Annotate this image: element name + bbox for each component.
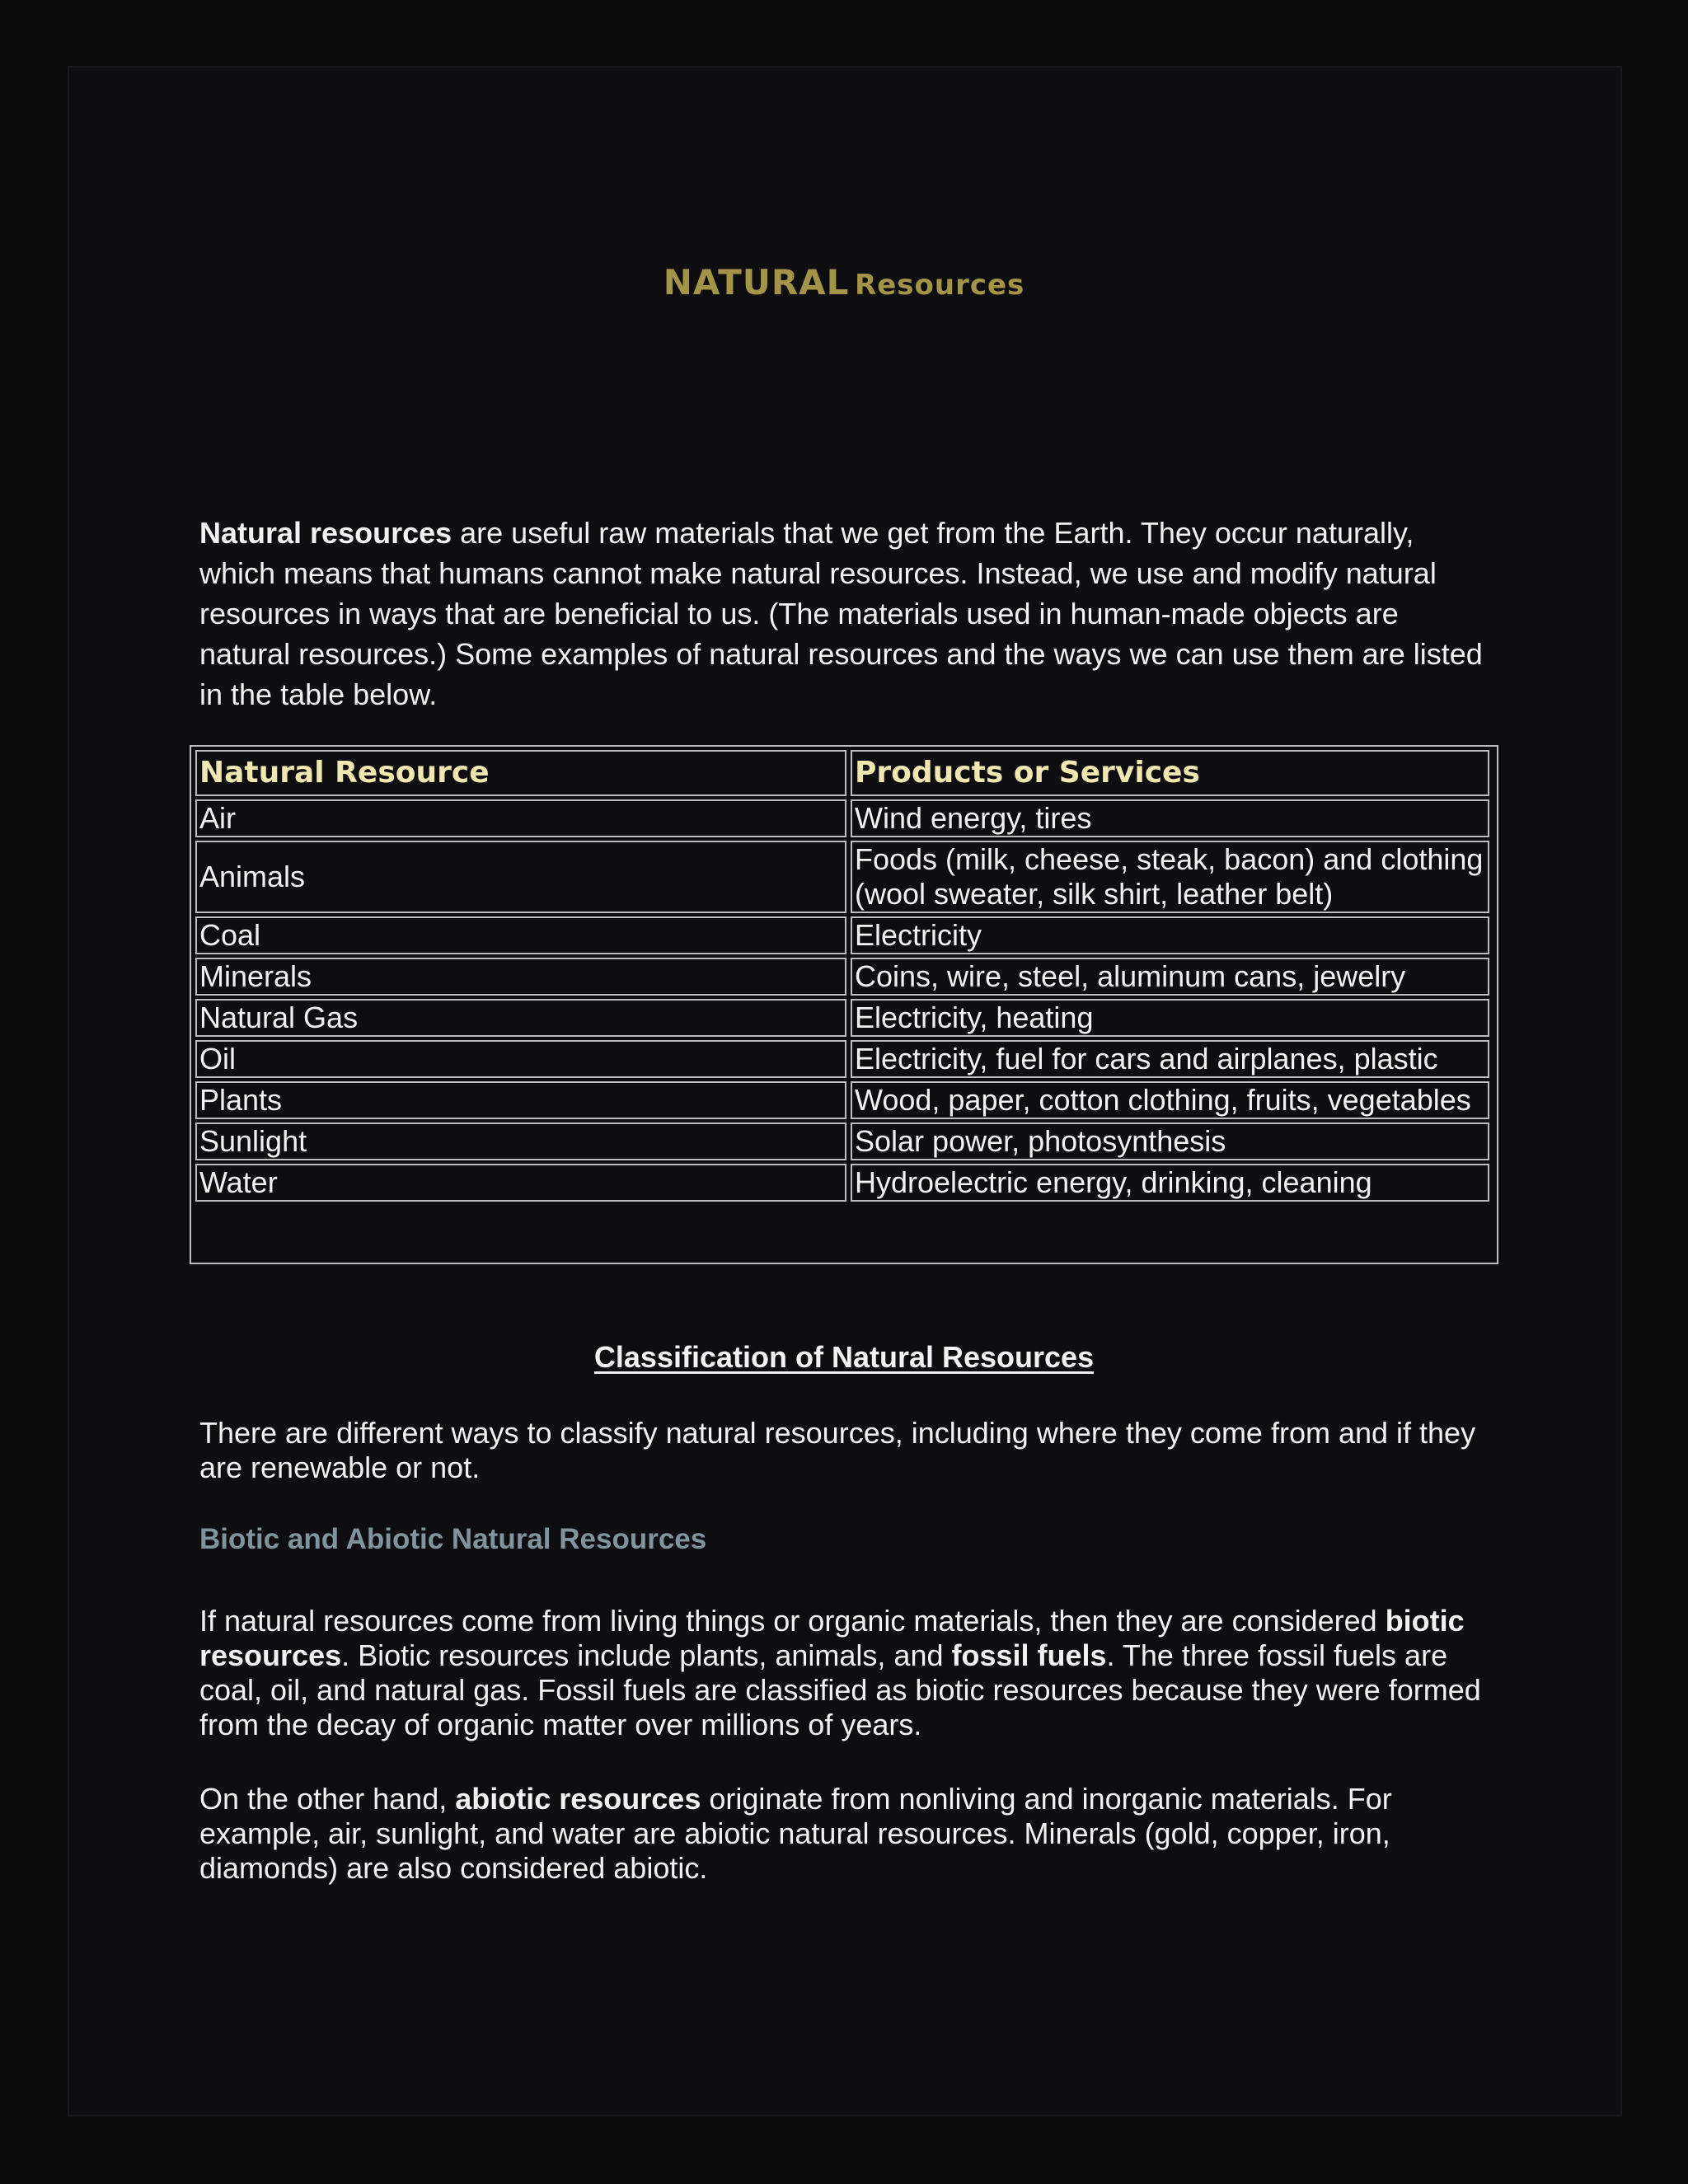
biotic-text-d: . The three fossil fuels are coal, oil, and natural gas. Fossil fuels are classified as biotic resources because they were formed from the decay of organic matter over millions of years.	[199, 1638, 1481, 1741]
classification-heading: Classification of Natural Resources	[593, 1340, 1095, 1374]
table-row	[195, 1081, 1489, 1119]
biotic-term: biotic resources	[199, 1604, 1465, 1672]
products-cell: Electricity	[851, 916, 1489, 954]
resource-cell: Oil	[195, 1040, 846, 1078]
table-row	[195, 1040, 1489, 1078]
table-row	[195, 1122, 1489, 1160]
intro-paragraph	[199, 513, 1485, 715]
header-natural-resource: Natural Resource	[195, 750, 846, 796]
products-cell: Wood, paper, cotton clothing, fruits, vegetables	[851, 1081, 1489, 1119]
header-products-services: Products or Services	[851, 750, 1489, 796]
products-cell: Wind energy, tires	[851, 799, 1489, 837]
products-cell: Foods (milk, cheese, steak, bacon) and clothing (wool sweater, silk shirt, leather belt)	[851, 841, 1489, 913]
fossil-fuels-term: fossil fuels	[951, 1638, 1107, 1672]
table-row	[195, 916, 1489, 954]
resources-table-grid	[191, 747, 1493, 1205]
biotic-text-c: . Biotic resources include plants, animals, and	[341, 1638, 952, 1672]
table-header-row	[195, 750, 1489, 796]
table-row	[195, 1164, 1489, 1202]
abiotic-term: abiotic resources	[455, 1782, 701, 1816]
page-title	[0, 262, 1688, 302]
resource-cell: Coal	[195, 916, 846, 954]
table-row	[195, 958, 1489, 996]
abiotic-text-c: originate from nonliving and inorganic materials. For example, air, sunlight, and water are abiotic natural resources. Minerals (gold, copper, iron, diamonds) are also considered abiotic.	[199, 1782, 1392, 1885]
table-row	[195, 799, 1489, 837]
resource-cell: Sunlight	[195, 1122, 846, 1160]
biotic-paragraph	[199, 1604, 1485, 1742]
classification-paragraph: There are different ways to classify natural resources, including where they come from and if they are renewable or not.	[199, 1416, 1476, 1484]
intro-text: are useful raw materials that we get from the Earth. They occur naturally, which means that humans cannot make natural resources. Instead, we use and modify natural resources in ways that are beneficial to us. (The materials used in human-made objects are natural resources.) Some examples of natural resources and the ways we can use them are listed in the table below.	[199, 516, 1483, 711]
table-row	[195, 999, 1489, 1037]
abiotic-text-a: On the other hand,	[199, 1782, 456, 1816]
biotic-abiotic-heading: Biotic and Abiotic Natural Resources	[199, 1523, 707, 1555]
resource-cell: Plants	[195, 1081, 846, 1119]
resource-cell: Natural Gas	[195, 999, 846, 1037]
intro-bold-term: Natural resources	[199, 516, 452, 550]
products-cell: Electricity, heating	[851, 999, 1489, 1037]
resources-table	[190, 745, 1498, 1264]
products-cell: Coins, wire, steel, aluminum cans, jewelry	[851, 958, 1489, 996]
resource-cell: Animals	[195, 841, 846, 913]
products-cell: Solar power, photosynthesis	[851, 1122, 1489, 1160]
title-sub: Resources	[855, 269, 1025, 302]
table-row	[195, 841, 1489, 913]
resource-cell: Minerals	[195, 958, 846, 996]
abiotic-paragraph	[199, 1782, 1485, 1886]
resource-cell: Air	[195, 799, 846, 837]
biotic-text-a: If natural resources come from living things or organic materials, then they are considered	[199, 1604, 1386, 1638]
products-cell: Hydroelectric energy, drinking, cleaning	[851, 1164, 1489, 1202]
products-cell: Electricity, fuel for cars and airplanes, plastic	[851, 1040, 1489, 1078]
resource-cell: Water	[195, 1164, 846, 1202]
title-main: NATURAL	[663, 262, 850, 302]
